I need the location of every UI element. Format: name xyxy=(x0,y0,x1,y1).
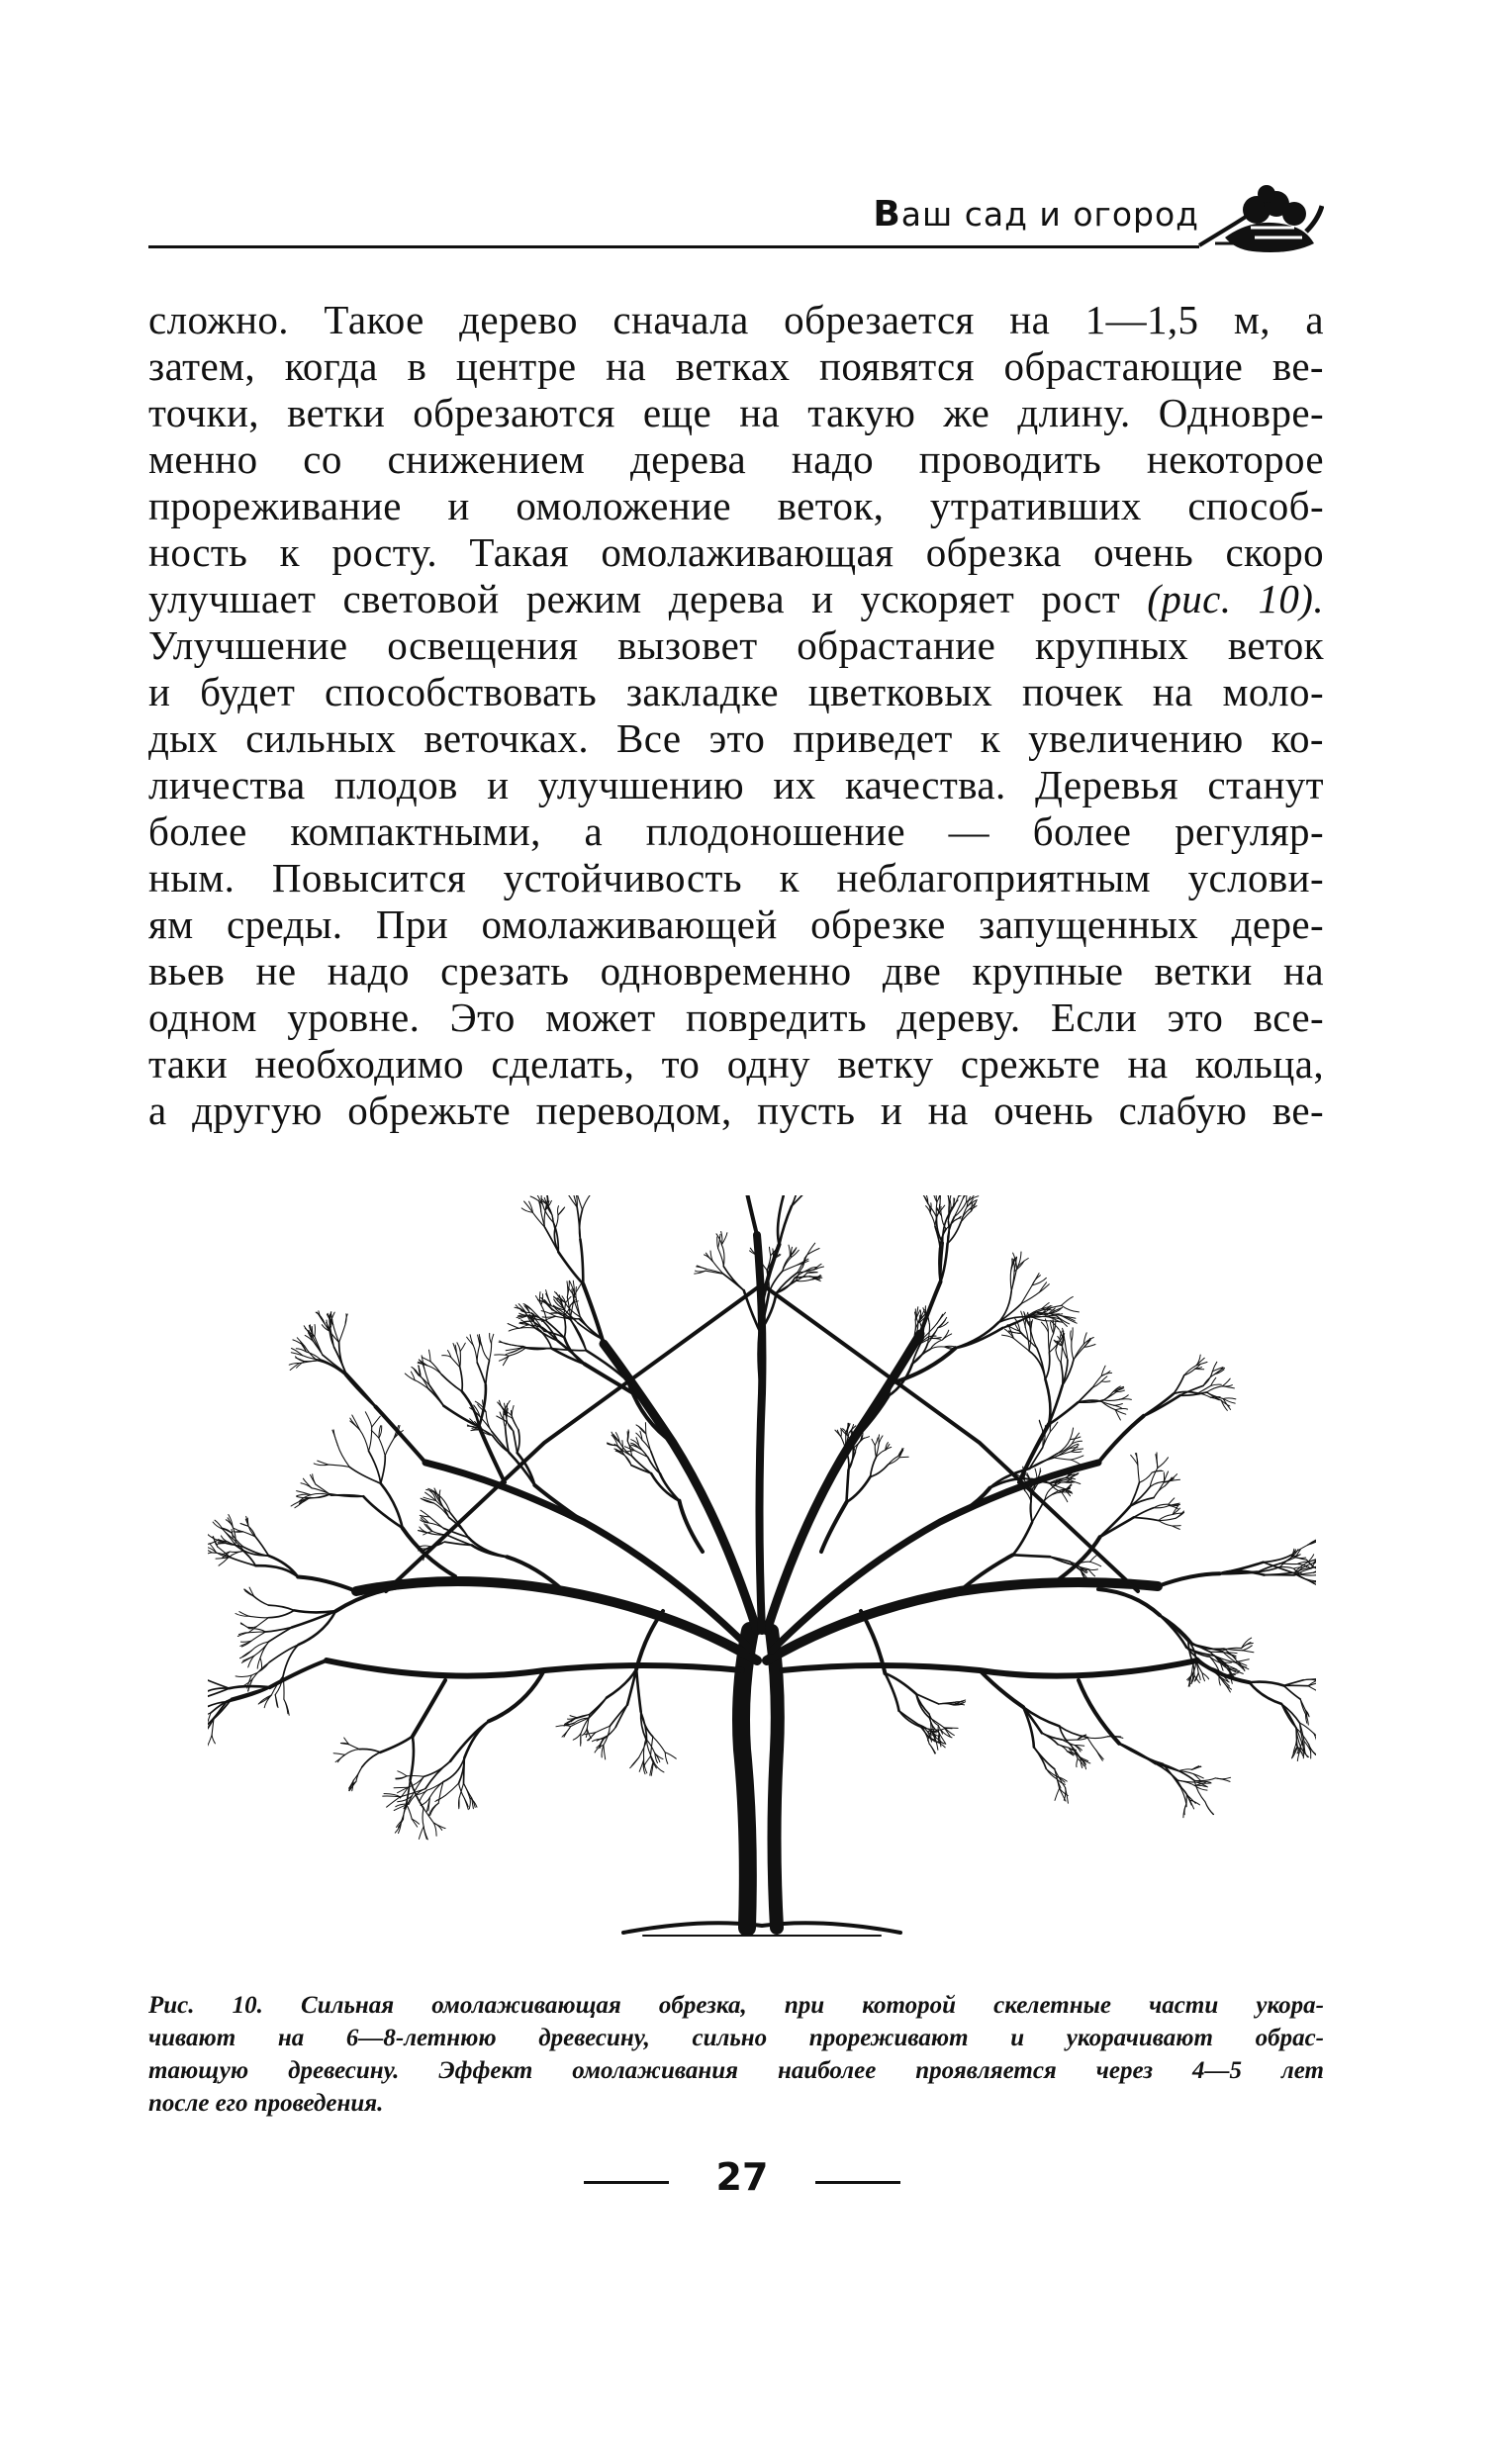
text-line: точки, ветки обрезаются еще на такую же длину. Одновре- xyxy=(148,390,1324,435)
text-line: ным. Повысится устойчивость к неблагоприятным услови- xyxy=(148,855,1324,900)
text-line: личества плодов и улучшению их качества. Деревья станут xyxy=(148,762,1324,807)
caption-line: тающую древесину. Эффект омолаживания наиболее проявляется через 4—5 лет xyxy=(148,2057,1324,2084)
caption-line: после его проведения. xyxy=(148,2090,384,2117)
garden-basket-icon xyxy=(1195,180,1324,259)
caption-line: чивают на 6—8-летнюю древесину, сильно прореживают и укорачивают обрас- xyxy=(148,2025,1324,2051)
text-line: сложно. Такое дерево сначала обрезается на 1—1,5 м, а xyxy=(148,297,1324,342)
text-line-content: улучшает световой режим дерева и ускоряет рост xyxy=(148,576,1121,621)
text-line: Улучшение освещения вызовет обрастание крупных веток xyxy=(148,622,1324,668)
text-line: менно со снижением дерева надо проводить некоторое xyxy=(148,436,1324,482)
text-line-with-figure-reference xyxy=(148,576,1324,622)
text-line: ям среды. При омолаживающей обрезке запущенных дере- xyxy=(148,901,1324,947)
running-header-title-rest: аш сад и огород xyxy=(900,195,1199,234)
running-header xyxy=(148,194,1324,253)
footer-dash-right xyxy=(815,2181,900,2184)
caption-line: Рис. 10. Сильная омолаживающая обрезка, при которой скелетные части укора- xyxy=(148,1992,1324,2019)
body-text xyxy=(148,297,1324,1134)
header-rule xyxy=(148,245,1199,248)
text-line: таки необходимо сделать, то одну ветку срежьте на кольца, xyxy=(148,1041,1324,1087)
text-line: более компактными, а плодоношение — более регуляр- xyxy=(148,808,1324,854)
page-footer xyxy=(584,2155,900,2205)
page-number: 27 xyxy=(715,2155,769,2199)
figure-caption xyxy=(148,1989,1324,2120)
figure-tree xyxy=(208,1195,1316,1967)
text-line: ность к росту. Такая омолаживающая обрезка очень скоро xyxy=(148,529,1324,575)
text-line: а другую обрежьте переводом, пусть и на очень слабую ве- xyxy=(148,1088,1324,1133)
text-line: затем, когда в центре на ветках появятся обрастающие ве- xyxy=(148,343,1324,389)
pruned-tree-illustration xyxy=(208,1195,1316,1967)
figure-reference: (рис. 10). xyxy=(1147,576,1324,621)
text-line: вьев не надо срезать одновременно две крупные ветки на xyxy=(148,948,1324,994)
running-header-title xyxy=(873,194,1199,235)
text-line: и будет способствовать закладке цветковых почек на моло- xyxy=(148,669,1324,714)
text-line: прореживание и омоложение веток, утративших способ- xyxy=(148,483,1324,528)
running-header-initial: В xyxy=(873,194,901,235)
text-line: дых сильных веточках. Все это приведет к увеличению ко- xyxy=(148,715,1324,761)
text-line: одном уровне. Это может повредить дереву. Если это все- xyxy=(148,995,1324,1040)
